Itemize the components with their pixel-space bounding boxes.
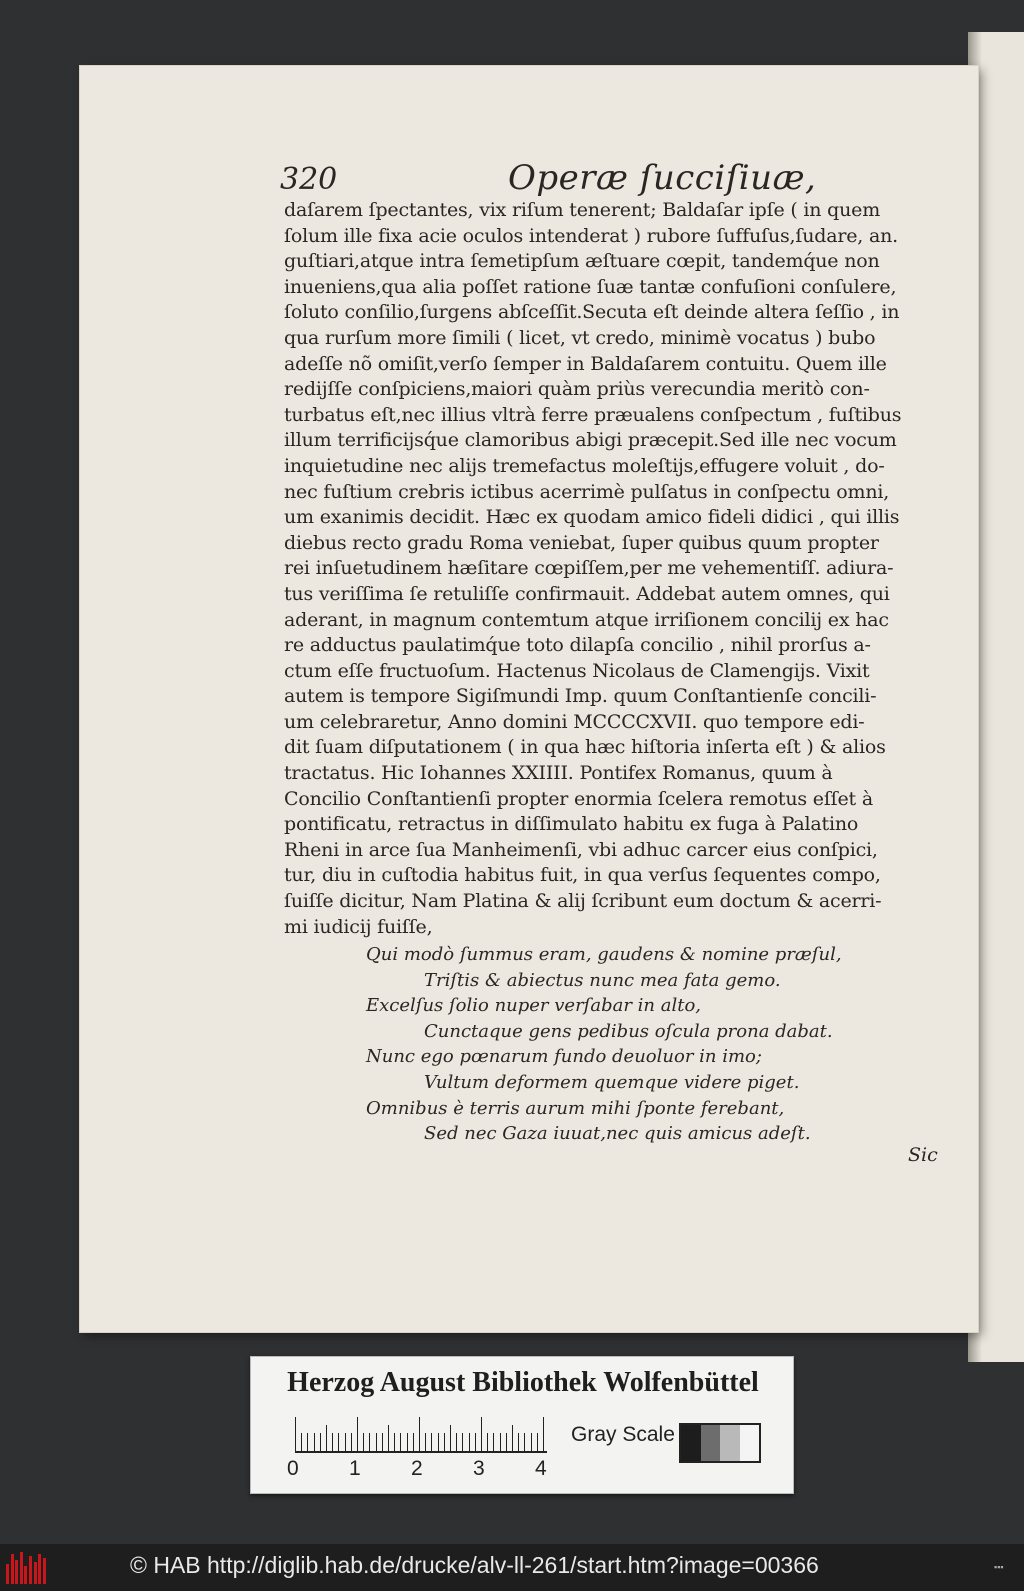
- verse-line: Excelſus ſolio nuper verſabar in alto,: [366, 995, 702, 1017]
- ruler-tick: [363, 1433, 364, 1451]
- text-line: pontificatu, retractus in diſſimulato habitu ex fuga à Palatino: [284, 813, 859, 836]
- catchword: Sic: [908, 1144, 938, 1166]
- logo-bar: [11, 1554, 14, 1584]
- logo-bar: [20, 1552, 23, 1584]
- text-line: autem is tempore Sigiſmundi Imp. quum Conſtantienſe concili-: [284, 685, 877, 708]
- ruler-tick: [357, 1417, 358, 1451]
- logo-bar: [43, 1558, 46, 1584]
- library-name: Herzog August Bibliothek Wolfenbüttel: [287, 1367, 759, 1398]
- copyright-url[interactable]: © HAB http://diglib.hab.de/drucke/alv-ll-261/start.htm?image=00366: [130, 1552, 819, 1578]
- page-number: 320: [280, 162, 338, 197]
- text-line: ſoluto conſilio,ſurgens abſceſſit.Secuta eſt deinde altera ſeſſio , in: [284, 301, 900, 324]
- ruler-tick: [301, 1433, 302, 1451]
- book-page: [80, 66, 978, 1332]
- ruler-label: 0: [287, 1457, 299, 1480]
- text-line: inueniens,qua alia poſſet ratione ſuæ tantæ confuſioni conſulere,: [284, 275, 897, 298]
- ruler-baseline: [295, 1451, 547, 1453]
- ruler-tick: [462, 1433, 463, 1451]
- ruler-tick: [431, 1433, 432, 1451]
- ruler-tick: [493, 1433, 494, 1451]
- ruler-tick: [320, 1433, 321, 1451]
- running-head: Operæ ſucciſiuæ,: [508, 158, 817, 198]
- ruler-tick: [394, 1433, 395, 1451]
- ruler-label: 3: [473, 1457, 485, 1480]
- gray-swatch: [701, 1425, 721, 1461]
- ruler-tick: [332, 1433, 333, 1451]
- gray-scale-swatch: [679, 1423, 761, 1463]
- ruler-tick: [512, 1425, 513, 1451]
- ruler-tick: [531, 1433, 532, 1451]
- ruler-tick: [338, 1433, 339, 1451]
- ruler-tick: [543, 1417, 544, 1451]
- text-line: diebus recto gradu Roma veniebat, ſuper quibus quum propter: [284, 531, 879, 554]
- text-line: tus veriſſima ſe retuliſſe confirmauit. Addebat autem omnes, qui: [284, 582, 890, 605]
- text-line: redijſſe conſpiciens,maiori quàm priùs verecundia meritò con-: [284, 378, 870, 401]
- ruler-tick: [518, 1433, 519, 1451]
- ruler-tick: [506, 1433, 507, 1451]
- ruler-tick: [500, 1433, 501, 1451]
- ruler-tick: [388, 1425, 389, 1451]
- text-line: tractatus. Hic Iohannes XXIIII. Pontifex Romanus, quum à: [284, 762, 833, 785]
- logo-bar: [15, 1560, 18, 1584]
- ruler-tick: [407, 1433, 408, 1451]
- ruler-tick: [475, 1433, 476, 1451]
- footer-bar: [0, 1544, 1024, 1591]
- text-line: ſuiſſe dicitur, Nam Platina & alij ſcribunt eum doctum & acerri-: [284, 890, 882, 913]
- ruler-tick: [382, 1433, 383, 1451]
- ruler-tick: [444, 1433, 445, 1451]
- text-line: aderant, in magnum contemtum atque irriſionem concilij ex hac: [284, 608, 889, 631]
- ruler-tick: [314, 1433, 315, 1451]
- text-line: mi iudicij fuiſſe,: [284, 915, 433, 938]
- ruler-tick: [450, 1425, 451, 1451]
- text-line: illum terrificijsq́ue clamoribus abigi præcepit.Sed ille nec vocum: [284, 429, 897, 452]
- gray-swatch: [740, 1425, 760, 1461]
- text-line: guſtiari,atque intra ſemetipſum æſtuare cœpit, tandemq́ue non: [284, 250, 880, 273]
- text-line: daſarem ſpectantes, vix riſum tenerent; Baldaſar ipſe ( in quem: [284, 199, 881, 221]
- ruler-tick: [326, 1425, 327, 1451]
- ruler-tick: [469, 1433, 470, 1451]
- text-line: dit ſuam diſputationem ( in qua hæc hiſtoria inſerta eſt ) & alios: [284, 736, 886, 759]
- body-text: [284, 198, 944, 940]
- verse-line: Qui modò ſummus eram, gaudens & nomine præſul,: [366, 944, 842, 965]
- text-line: ctum eſſe fructuoſum. Hactenus Nicolaus de Clamengijs. Vixit: [284, 659, 870, 682]
- ruler-tick: [307, 1433, 308, 1451]
- ruler-tick: [524, 1433, 525, 1451]
- ruler-scale: [295, 1417, 547, 1453]
- ruler-tick: [413, 1433, 414, 1451]
- ruler-tick: [295, 1417, 296, 1451]
- ruler-tick: [345, 1433, 346, 1451]
- text-line: turbatus eſt,nec illius vltrà ferre præualens conſpectum , fuſtibus: [284, 403, 902, 426]
- gray-scale-label: Gray Scale: [571, 1423, 675, 1446]
- ruler-tick: [419, 1417, 420, 1451]
- gray-swatch: [681, 1425, 701, 1461]
- reference-card: [250, 1356, 794, 1494]
- ruler-tick: [400, 1433, 401, 1451]
- verse-line: Omnibus è terris aurum mihi ſponte ferebant,: [366, 1097, 785, 1119]
- ruler-tick: [456, 1433, 457, 1451]
- text-line: qua rurſum more ſimili ( licet, vt credo, minimè vocatus ) bubo: [284, 326, 876, 349]
- text-line: adeſſe nõ omiſit,verſo ſemper in Baldaſarem contuitu. Quem ille: [284, 352, 887, 375]
- logo-bar: [24, 1566, 27, 1584]
- verse-line: Sed nec Gaza iuuat,nec quis amicus adeſt.: [424, 1123, 811, 1145]
- verse-line: Triſtis & abiectus nunc mea fata gemo.: [424, 969, 781, 991]
- text-line: re adductus paulatimq́ue toto dilapſa concilio , nihil prorſus a-: [284, 634, 871, 657]
- text-line: inquietudine nec alijs tremefactus moleſtijs,effugere voluit , do-: [284, 454, 885, 477]
- logo-bar: [6, 1564, 9, 1584]
- logo-bar: [29, 1556, 32, 1584]
- ruler-label: 4: [535, 1457, 547, 1480]
- verse-block: [366, 942, 866, 1147]
- ruler-labels: [287, 1457, 557, 1487]
- text-line: um exanimis decidit. Hæc ex quodam amico fideli didici , qui illis: [284, 506, 900, 529]
- text-line: ſolum ille fixa acie oculos intenderat ) rubore ſuffuſus,ſudare, an.: [284, 224, 898, 247]
- text-line: rei inſuetudinem hæſitare cœpiſſem,per me vehementiſſ. adiura-: [284, 557, 894, 580]
- ruler-tick: [487, 1433, 488, 1451]
- text-line: nec fuſtium crebris ictibus acerrimè pulſatus in conſpectu omni,: [284, 480, 890, 503]
- ruler-tick: [376, 1433, 377, 1451]
- text-line: um celebraretur, Anno domini MCCCCXVII. quo tempore edi-: [284, 710, 865, 733]
- footer-marker: ▪▪▪: [994, 1562, 1004, 1572]
- gray-swatch: [720, 1425, 740, 1461]
- verse-line: Nunc ego pœnarum fundo deuoluor in imo;: [366, 1046, 762, 1068]
- ruler-label: 2: [411, 1457, 423, 1480]
- ruler-tick: [438, 1433, 439, 1451]
- verse-line: Vultum deformem quemque videre piget.: [424, 1071, 800, 1093]
- ruler-label: 1: [349, 1457, 361, 1480]
- verse-line: Cunctaque gens pedibus oſcula prona dabat.: [424, 1020, 833, 1042]
- text-line: Concilio Conſtantienſi propter enormia ſcelera remotus eſſet à: [284, 787, 873, 810]
- ruler-tick: [537, 1433, 538, 1451]
- text-line: tur, diu in cuſtodia habitus fuit, in qua verſus ſequentes compo,: [284, 864, 881, 887]
- ruler-tick: [425, 1433, 426, 1451]
- hab-logo-icon: [6, 1552, 48, 1584]
- ruler-tick: [369, 1433, 370, 1451]
- text-line: Rheni in arce ſua Manheimenſi, vbi adhuc carcer eius conſpici,: [284, 838, 878, 861]
- logo-bar: [34, 1562, 37, 1584]
- logo-bar: [38, 1554, 41, 1584]
- ruler-tick: [481, 1417, 482, 1451]
- ruler-tick: [351, 1433, 352, 1451]
